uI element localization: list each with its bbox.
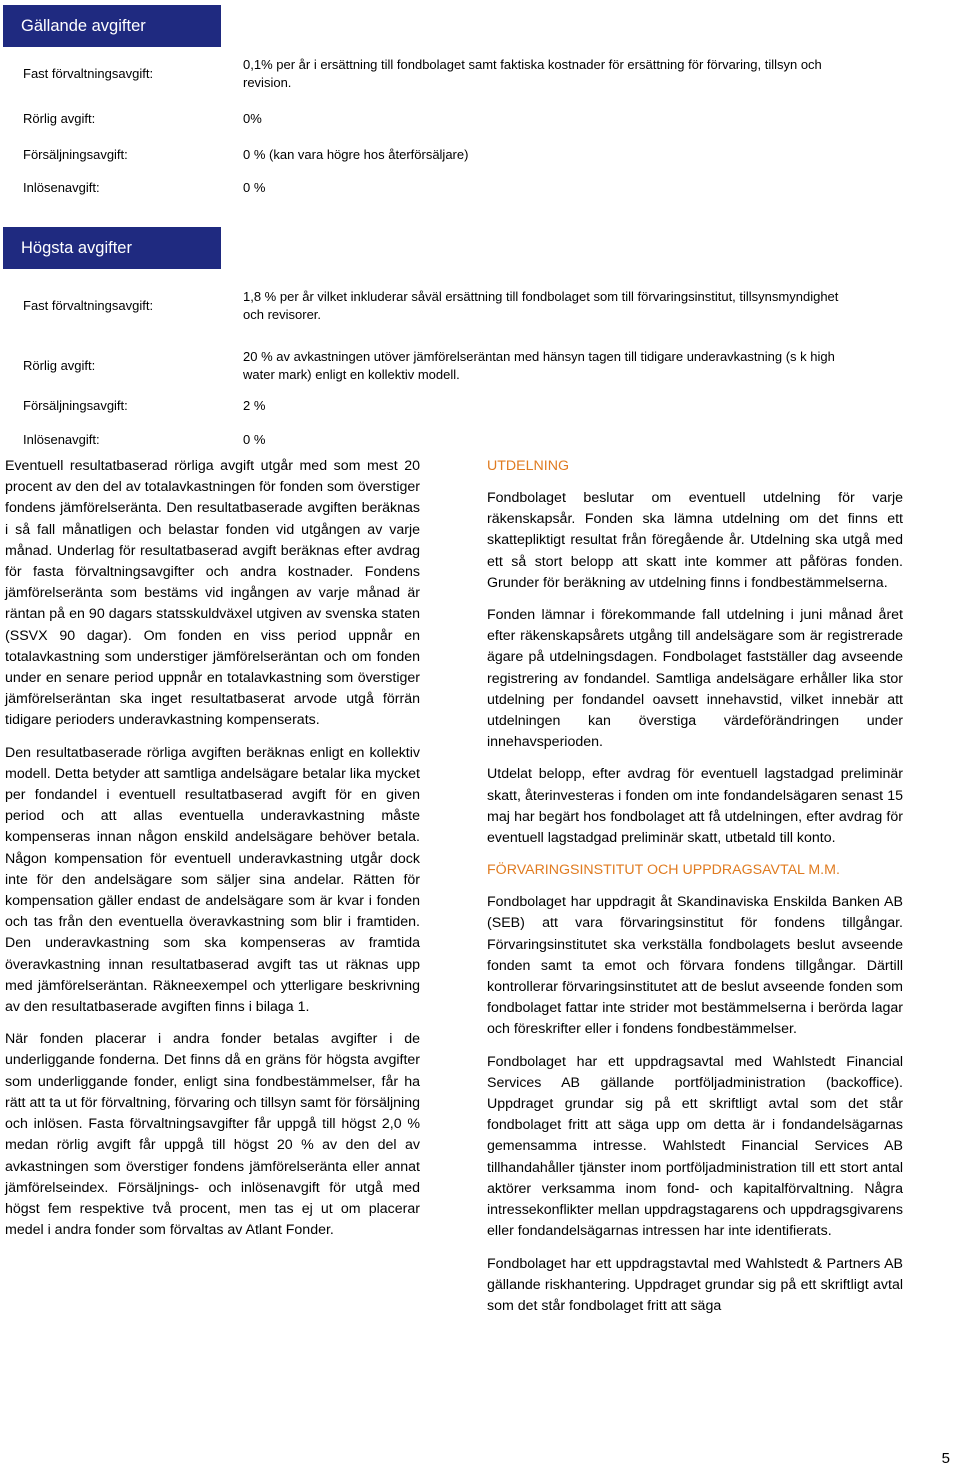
current-redemption-fee-label: Inlösenavgift: (23, 180, 100, 195)
left-text-column (5, 456, 420, 1252)
current-fees-banner: Gällande avgifter (3, 5, 221, 47)
right-text-column (487, 456, 903, 1328)
max-fixed-fee-value: 1,8 % per år vilket inkluderar såväl ersättning till fondbolaget som till förvaringsinstitut, tillsynsmyndighet och revisorer. (243, 289, 839, 322)
max-fixed-fee-label: Fast förvaltningsavgift: (23, 298, 154, 313)
backoffice-agreement-paragraph: Fondbolaget har ett uppdragsavtal med Wahlstedt Financial Services AB gällande portföljadministration (backoffice). Uppdraget grundar sig på ett skriftligt avtal som det står fondbolaget fritt att säga upp om detta är i fondandelsägarnas gemensamma intresse. Wahlstedt Financial Services AB tillhandahåller tjänster inom portföljadministration till ett stort antal aktörer verksamma inom fond- och kapitalförvaltning. Några intressekonflikter mellan uppdragstagarens och uppdragsgivarens eller fondandelsägarnas intressen har inte identifierats. (487, 1053, 903, 1240)
current-redemption-fee-value: 0 % (243, 180, 266, 195)
collective-model-paragraph: Den resultatbaserade rörliga avgiften beräknas enligt en kollektiv modell. Detta betyder att samtliga andelsägare betalar lika mycket per fondandel i eventuell resultatbaserad avgift för en given period och att allas eventuella underavkastning måste kompenseras innan någon enskild andelsägare behöver betala. Någon kompensation för eventuell underavkastning utgår dock inte för den andelsägare som säljer sina andelar. Rätten för kompensation gäller endast de andelsägare som är kvar i fonden och tas från den eventuella överavkastning som blir i framtiden. Den underavkastning som ska kompenseras av framtida överavkastning innan resultatbaserad avgift tas ut räknas upp med jämförelseräntan. Räkneexempel och ytterligare beskrivning av den resultatbaserade avgiften finns i bilaga 1. (5, 744, 420, 1016)
max-variable-fee-value: 20 % av avkastningen utöver jämförelseräntan med hänsyn tagen till tidigare underavkastning (s k high water mark) enligt en kollektiv modell. (243, 349, 835, 382)
max-fees-banner: Högsta avgifter (3, 227, 221, 269)
current-variable-fee-value: 0% (243, 111, 262, 126)
max-redemption-fee-value: 0 % (243, 432, 266, 447)
distribution-paragraph-2: Fonden lämnar i förekommande fall utdelning i juni månad året efter räkenskapsårets utgång till andelsägare som är registrerade ägare på utdelningsdagen. Fondbolaget fastställer dag avseende registrering av fondandel. Samtliga andelsägare erhåller lika stor utdelning per fondandel oavsett innehavstid, vilket innebär att utdelningen kan överstiga värdeförändringen under innehavsperioden. (487, 607, 903, 751)
max-sales-fee-value: 2 % (243, 398, 266, 413)
max-variable-fee-label: Rörlig avgift: (23, 358, 96, 373)
current-variable-fee-label: Rörlig avgift: (23, 111, 96, 126)
distribution-heading: UTDELNING (487, 458, 569, 474)
page-number: 5 (941, 1450, 950, 1467)
distribution-paragraph-3: Utdelat belopp, efter avdrag för eventuell lagstadgad preliminär skatt, återinvesteras i fonden om inte fondandelsägaren senast 15 maj har begärt hos fondbolaget att få utdelningen, efter avdrag för eventuell lagstadgad preliminär skatt, utbetald till konto. (487, 766, 903, 847)
risk-management-paragraph: Fondbolaget har ett uppdragstavtal med Wahlstedt & Partners AB gällande riskhantering. Uppdraget grundar sig på ett skriftligt avtal som det står fondbolaget fritt att säga (487, 1255, 903, 1314)
performance-fee-paragraph: Eventuell resultatbaserad rörliga avgift utgår med som mest 20 procent av den del av totalavkastningen för fonden som överstiger fondens jämförelseränta. Den resultatbaserade avgiften beräknas i så fall månatligen och belastar fonden vid utgången av varje månad. Underlag för resultatbaserad avgift beräknas efter avdrag för fasta förvaltningsavgifter och andra kostnader. Fondens jämförelseränta som bestäms vid ingången av varje månad är räntan på en 90 dagars statsskuldväxel utgiven av svenska staten (SSVX 90 dagar). Om fonden en viss period uppnår en totalavkastning som understiger jämförelseräntan och om fonden under en senare period uppnår en totalavkastning som överstiger jämförelseräntan ska inget resultatbaserat arvode utgå förrän tidigare perioders underavkastning kompenserats. (5, 458, 420, 729)
max-redemption-fee-label: Inlösenavgift: (23, 432, 100, 447)
current-sales-fee-label: Försäljningsavgift: (23, 147, 128, 162)
custodian-paragraph: Fondbolaget har uppdragit åt Skandinaviska Enskilda Banken AB (SEB) att vara förvaringsinstitut för fondens tillgångar. Förvaringsinstitutet ska verkställa fondbolagets beslut avseende fonden samt ta emot och förvara fondens tillgångar. Därtill kontrollerar förvaringsinstitutet att de beslut avseende fonden som fondbolaget fattar inte strider mot bestämmelserna i berörda lagar och föreskrifter eller i fondens fondbestämmelser. (487, 894, 903, 1038)
current-fixed-fee-value: 0,1% per år i ersättning till fondbolaget samt faktiska kostnader för ersättning för förvaring, tillsyn och revision. (243, 57, 822, 90)
custodian-heading: FÖRVARINGSINSTITUT OCH UPPDRAGSAVTAL M.M. (487, 862, 840, 879)
max-sales-fee-label: Försäljningsavgift: (23, 398, 128, 413)
underlying-funds-paragraph: När fonden placerar i andra fonder betalas avgifter i de underliggande fonderna. Det finns då en gräns för högsta avgifter som underliggande fonder, enligt sina fondbestämmelser, får ha rätt att ta ut för förvaltning, förvaring och tillsyn samt för försäljning och inlösen. Fasta förvaltningsavgifter får uppgå till högst 2,0 % medan rörlig avgift får uppgå till högst 20 % av den del av avkastningen som överstiger fondens jämförelseränta eller annat jämförelseindex. Försäljnings- och inlösenavgift för utgå med högst fem respektive två procent, men tas ej ut om placerar medel i andra fonder som förvaltas av Atlant Fonder. (5, 1031, 420, 1239)
current-sales-fee-value: 0 % (kan vara högre hos återförsäljare) (243, 147, 469, 162)
distribution-paragraph-1: Fondbolaget beslutar om eventuell utdelning för varje räkenskapsår. Fonden ska lämna utdelning om det finns ett skattepliktigt resultat från föregående år. Utdelning ska utgå med ett så stort belopp att skatt inte kommer att påföras fonden. Grunder för beräkning av utdelning finns i fondbestämmelserna. (487, 490, 903, 591)
current-fixed-fee-label: Fast förvaltningsavgift: (23, 66, 154, 81)
